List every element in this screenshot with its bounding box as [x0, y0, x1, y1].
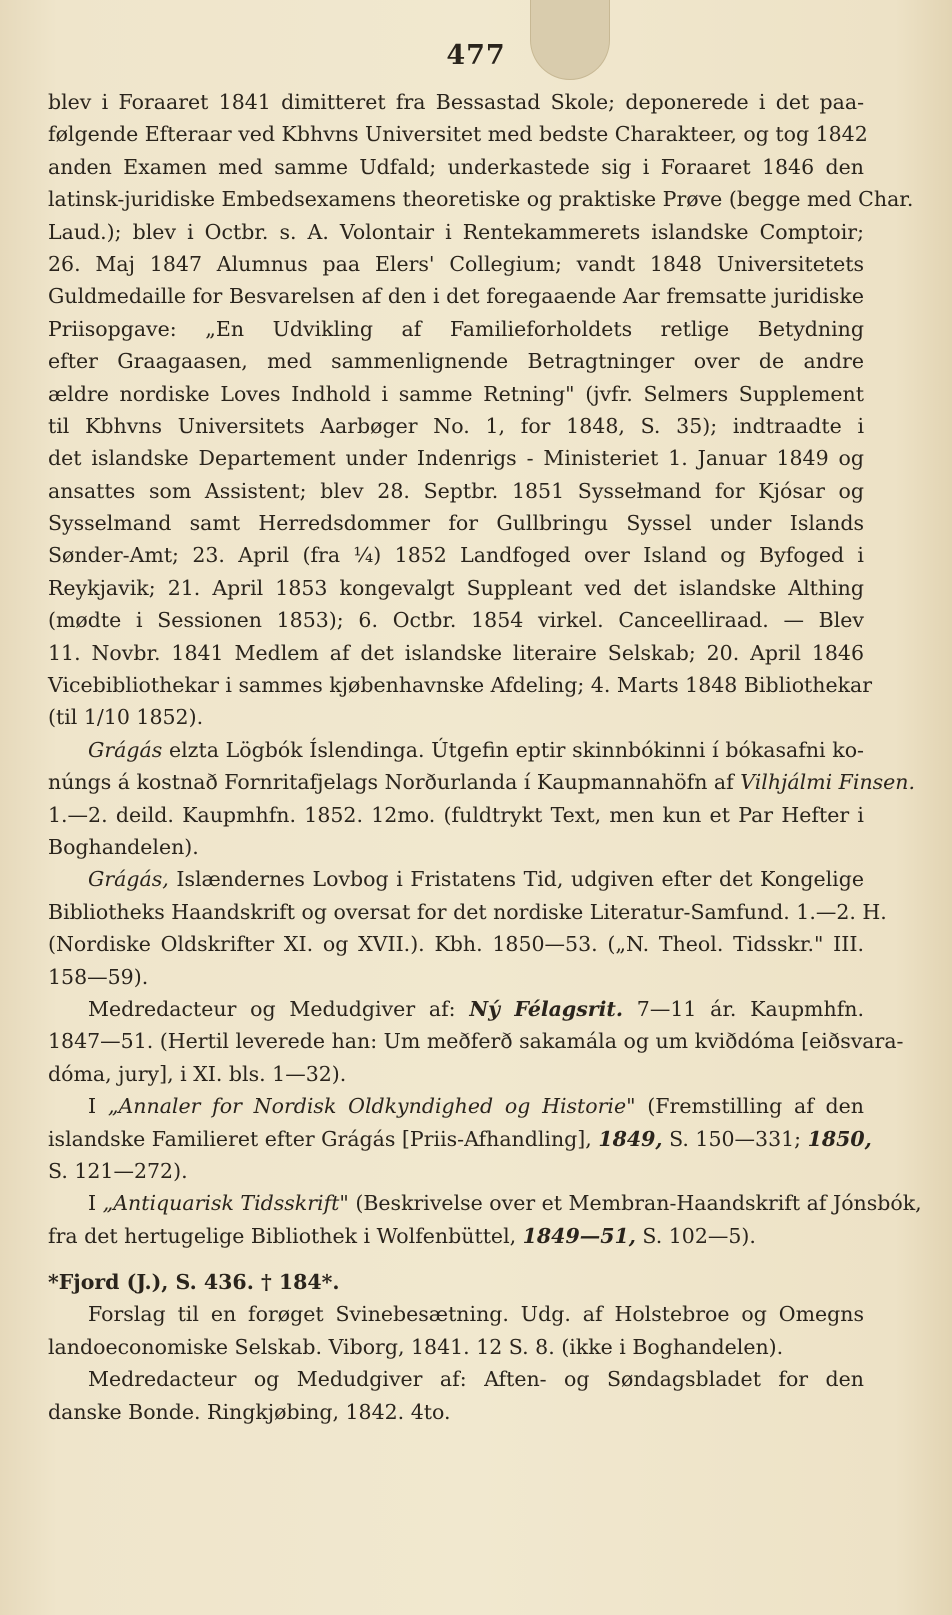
entry-text: S. 121—272). — [48, 1158, 188, 1183]
text-line: (til 1/10 1852). — [48, 705, 204, 730]
text-line: blev i Foraaret 1841 dimitteret fra Bessastad Skole; deponerede i det paa- — [48, 90, 864, 114]
entry-title: „Antiquarisk Tidsskrift" — [102, 1191, 349, 1216]
bibliography-entry — [48, 734, 916, 864]
entry-text: islandske Familieret efter Grágás [Priis-Afhandling], — [48, 1126, 599, 1151]
entry-text: danske Bonde. Ringkjøbing, 1842. 4to. — [48, 1399, 451, 1424]
entry-text: fra det hertugelige Bibliothek i Wolfenbüttel, — [48, 1223, 523, 1248]
biography-paragraph — [48, 86, 914, 734]
entry-text: S. 102—5). — [635, 1223, 756, 1248]
entry-text: (Beskrivelse over et Membran-Haandskrift af Jónsbók, — [348, 1191, 922, 1216]
entry-year: 1849—51, — [522, 1223, 636, 1248]
text-line: (mødte i Sessionen 1853); 6. Octbr. 1854 virkel. Canceelliraad. — Blev — [48, 608, 864, 633]
page-number: 477 — [446, 40, 506, 71]
text-line: 26. Maj 1847 Alumnus paa Elers' Collegium; vandt 1848 Universitetets — [48, 251, 864, 276]
entry-title: Grágás, — [88, 867, 169, 892]
entry-text: landoeconomiske Selskab. Viborg, 1841. 12 S. 8. (ikke i Boghandelen). — [48, 1334, 784, 1359]
entry-text: S. 150—331; — [662, 1126, 808, 1151]
text-line: Reykjavik; 21. April 1853 kongevalgt Suppleant ved det islandske Althing — [48, 575, 864, 600]
entry-year: 1849, — [598, 1126, 663, 1151]
text-line: det islandske Departement under Indenrigs - Ministeriet 1. Januar 1849 og — [48, 446, 864, 471]
text-line: følgende Efteraar ved Kbhvns Universitet med bedste Charakteer, og tog 1842 — [48, 122, 868, 147]
text-line: Guldmedaille for Besvarelsen af den i det foregaaende Aar fremsatte juridiske — [48, 284, 864, 309]
entry-text: I — [88, 1094, 108, 1119]
author-entry — [48, 1266, 864, 1428]
entry-text: Forslag til en forøget Svinebesætning. Udg. af Holstebroe og Omegns — [88, 1302, 864, 1327]
entry-text: 158—59). — [48, 964, 149, 989]
entry-text: Medredacteur og Medudgiver af: — [88, 996, 470, 1021]
text-line: anden Examen med samme Udfald; underkastede sig i Foraaret 1846 den — [48, 154, 864, 179]
bibliography-entry — [48, 863, 887, 993]
entry-text: (Fremstilling af den — [635, 1094, 865, 1119]
page-content — [48, 86, 922, 1428]
entry-editor: Vilhjálmi Finsen. — [740, 770, 916, 795]
text-line: 11. Novbr. 1841 Medlem af det islandske literaire Selskab; 20. April 1846 — [48, 640, 864, 665]
text-line: Sysselmand samt Herredsdommer for Gullbringu Syssel under Islands — [48, 511, 864, 536]
text-line: efter Graagaasen, med sammenlignende Betragtninger over de andre — [48, 349, 864, 374]
bibliography-entry — [48, 993, 904, 1090]
text-line: latinsk-juridiske Embedsexamens theoretiske og praktiske Prøve (begge med Char. — [48, 187, 914, 212]
entry-year: 1850, — [807, 1126, 872, 1151]
entry-text: Islændernes Lovbog i Fristatens Tid, udgiven efter det Kongelige — [168, 867, 864, 892]
text-line: Vicebibliothekar i sammes kjøbenhavnske Afdeling; 4. Marts 1848 Bibliothekar — [48, 673, 873, 698]
bibliography-entry — [48, 1090, 872, 1187]
entry-text: dóma, jury], i XI. bls. 1—32). — [48, 1061, 347, 1086]
entry-title: „Annaler for Nordisk Oldkyndighed og Historie" — [107, 1094, 636, 1119]
entry-title: Grágás — [88, 737, 163, 762]
entry-text: Medredacteur og Medudgiver af: Aften- og Søndagsbladet for den — [88, 1367, 864, 1392]
entry-text: (Nordiske Oldskrifter XI. og XVII.). Kbh. 1850—53. („N. Theol. Tidsskr." III. — [48, 932, 864, 957]
entry-text: 1847—51. (Hertil leverede han: Um meðferð sakamála og um kviðdóma [eiðsvara- — [48, 1029, 904, 1054]
text-line: til Kbhvns Universitets Aarbøger No. 1, for 1848, S. 35); indtraadte i — [48, 413, 864, 438]
text-line: Priisopgave: „En Udvikling af Familieforholdets retlige Betydning — [48, 316, 864, 341]
author-heading: *Fjord (J.), S. 436. † 184*. — [48, 1270, 340, 1295]
entry-text: núngs á kostnað Fornritafjelags Norðurlanda í Kaupmannahöfn af — [48, 770, 741, 795]
text-line: Sønder-Amt; 23. April (fra ¼) 1852 Landfoged over Island og Byfoged i — [48, 543, 864, 568]
entry-text: 7—11 ár. Kaupmhfn. — [623, 996, 865, 1021]
entry-text: elzta Lögbók Íslendinga. Útgefin eptir skinnbókinni í bókasafni ko- — [162, 737, 864, 762]
text-line: ældre nordiske Loves Indhold i samme Retning" (jvfr. Selmers Supplement — [48, 381, 864, 406]
entry-title: Ný Félagsrit. — [469, 996, 624, 1021]
entry-text: 1.—2. deild. Kaupmhfn. 1852. 12mo. (fuldtrykt Text, men kun et Par Hefter i — [48, 802, 864, 827]
entry-text: Boghandelen). — [48, 834, 199, 859]
entry-text: I — [88, 1191, 103, 1216]
bibliography-entry — [48, 1187, 922, 1252]
text-line: Laud.); blev i Octbr. s. A. Volontair i Rentekammerets islandske Comptoir; — [48, 219, 864, 244]
text-line: ansattes som Assistent; blev 28. Septbr. 1851 Syssełmand for Kjósar og — [48, 478, 864, 503]
entry-text: Bibliotheks Haandskrift og oversat for det nordiske Literatur-Samfund. 1.—2. H. — [48, 899, 887, 924]
